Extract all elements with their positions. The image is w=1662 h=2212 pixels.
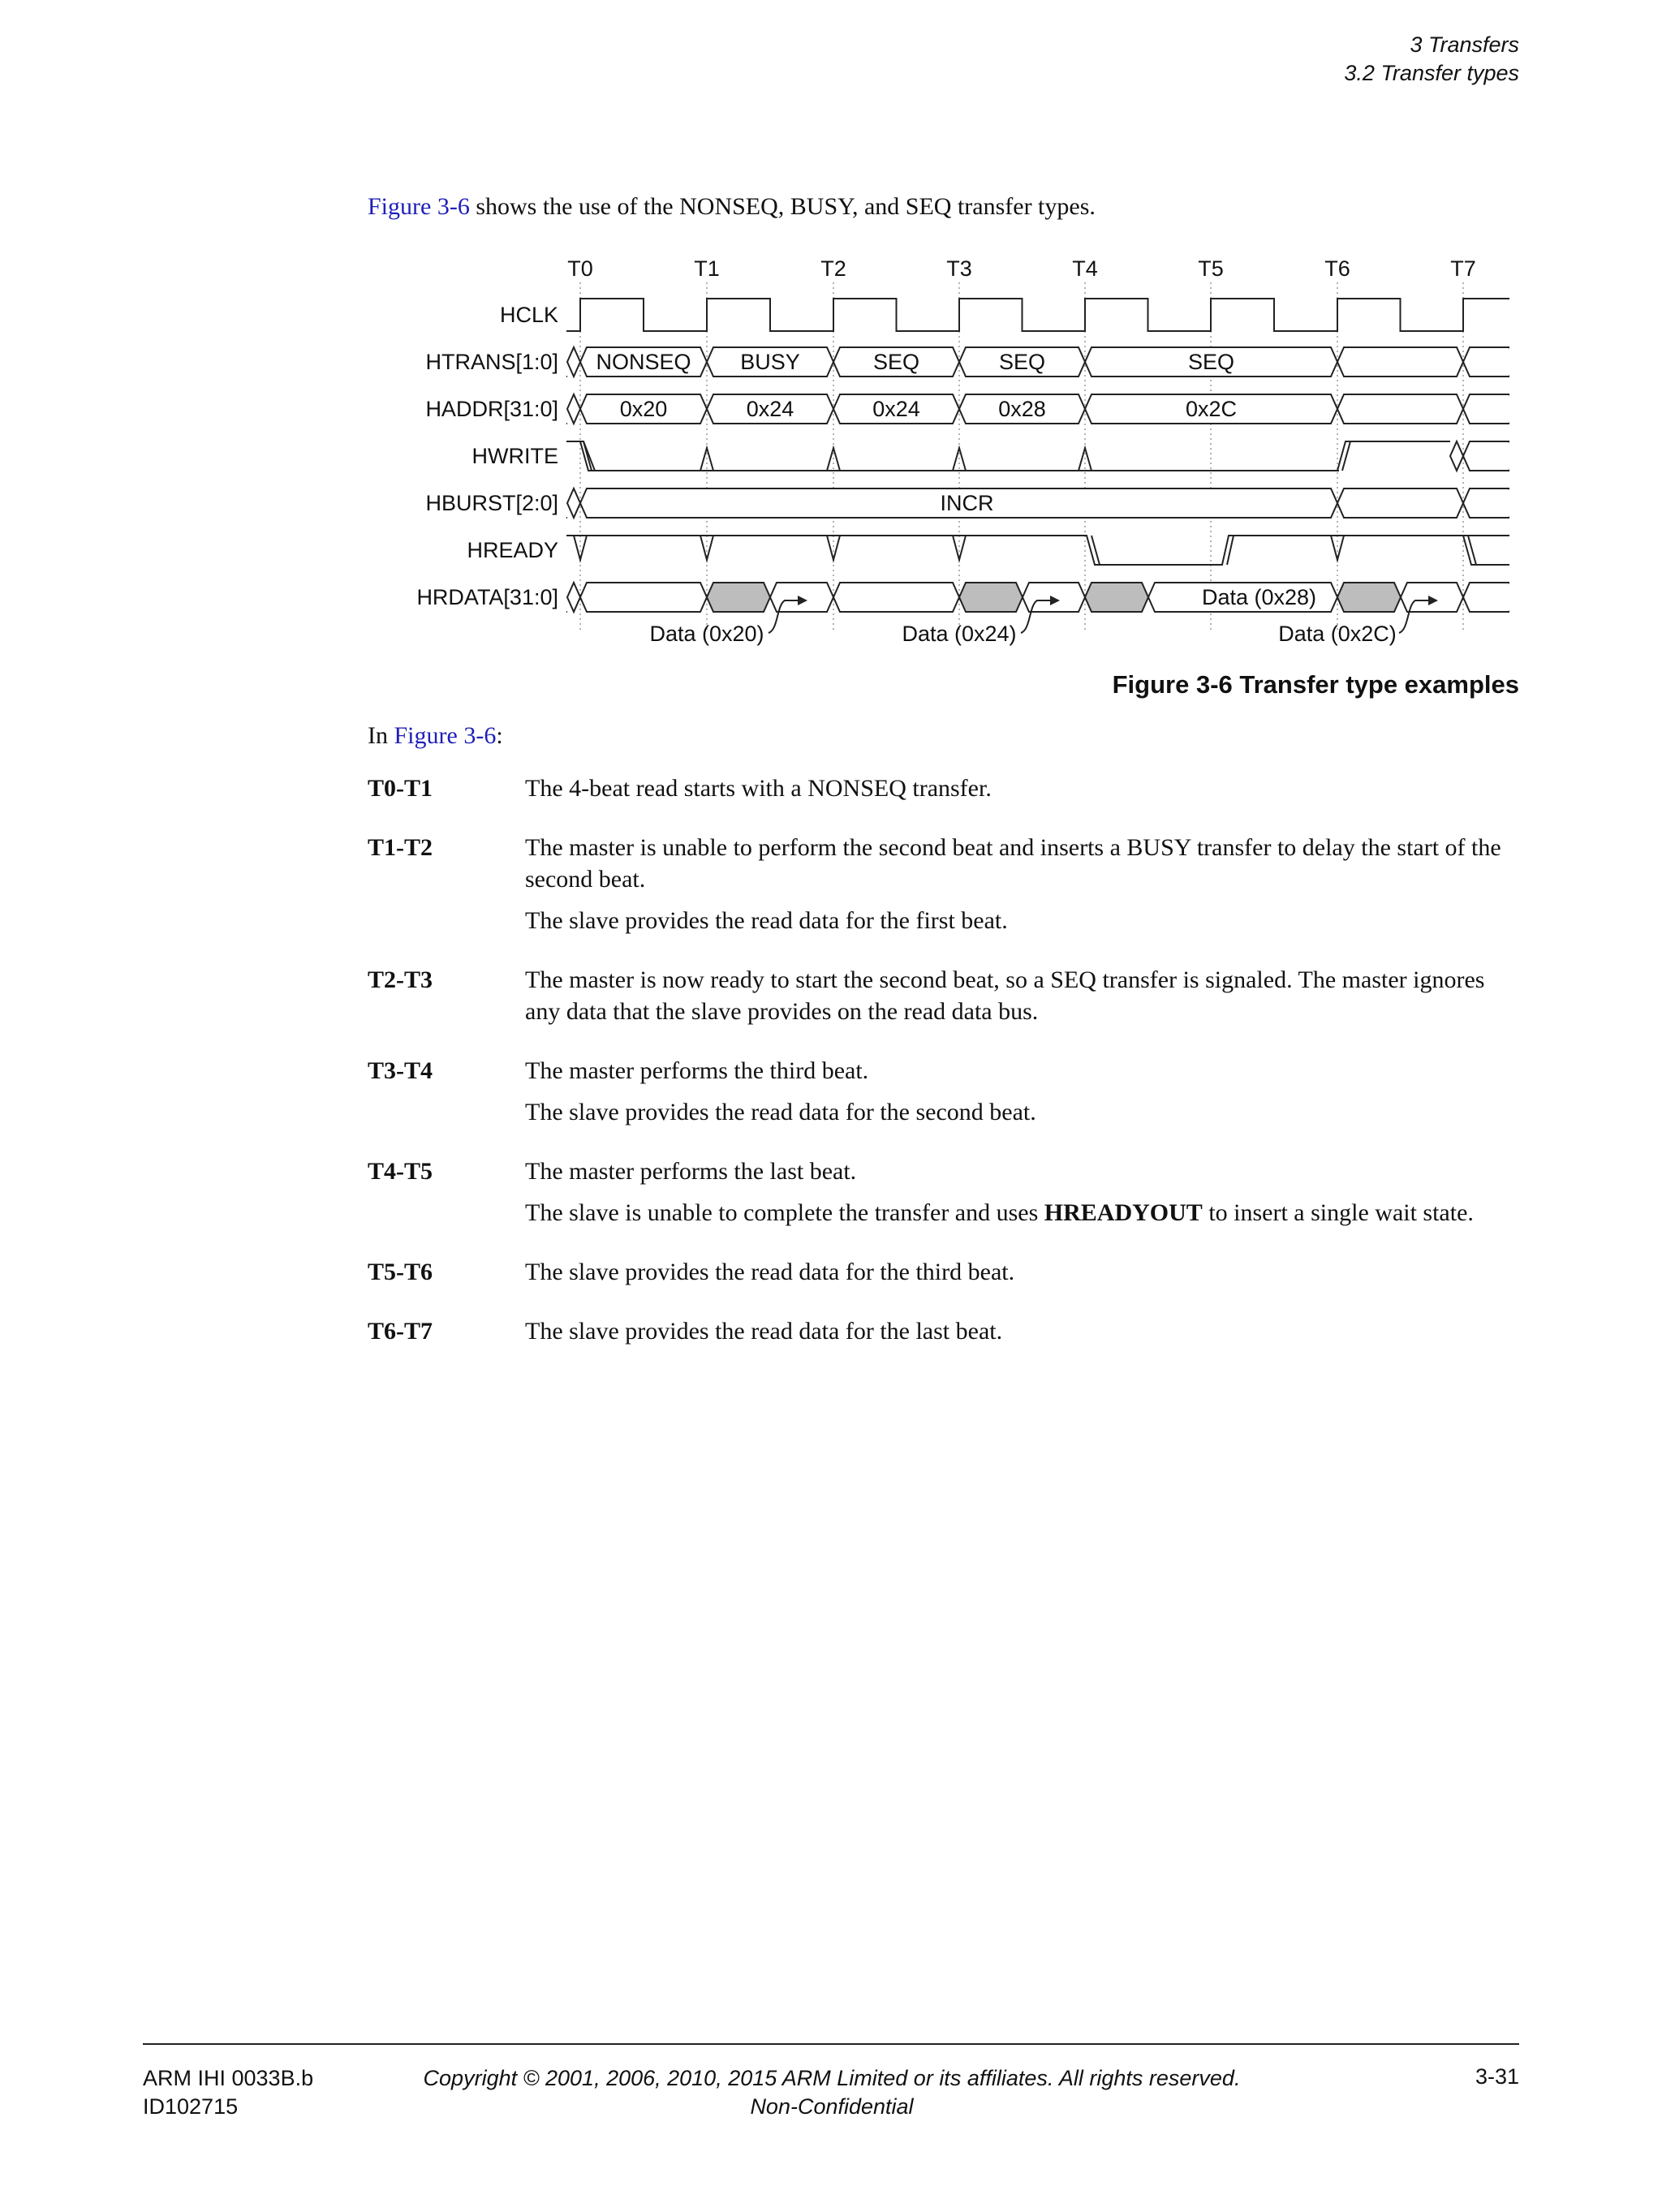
haddr-segment xyxy=(1463,394,1509,424)
figure-link[interactable]: Figure 3-6 xyxy=(394,722,497,749)
definition-item xyxy=(368,832,1507,946)
hwrite-segment xyxy=(1463,441,1509,471)
time-label-t4: T4 xyxy=(1072,256,1098,281)
header-chapter: 3 Transfers xyxy=(1410,32,1519,57)
haddr-value: 0x2C xyxy=(1185,397,1238,421)
signal-label: HREADY xyxy=(467,538,558,562)
hburst-segment xyxy=(1337,488,1463,518)
hready-tail xyxy=(1463,536,1509,565)
time-label-t6: T6 xyxy=(1324,256,1350,281)
definition-text: The slave provides the read data for the second beat. xyxy=(525,1099,1036,1125)
hrdata-segment xyxy=(1463,583,1509,612)
definition-item xyxy=(368,1315,1507,1357)
hwrite-waveform xyxy=(566,441,1339,471)
hwrite-rise xyxy=(1337,441,1450,471)
hburst-segment xyxy=(567,488,580,518)
footer-doc-number: ARM IHI 0033B.b xyxy=(143,2066,314,2090)
hrdata-segment xyxy=(1085,583,1148,612)
htrans-segment xyxy=(567,347,580,377)
time-label-t5: T5 xyxy=(1198,256,1224,281)
signal-label: HWRITE xyxy=(471,444,558,468)
htrans-segment xyxy=(1463,347,1509,377)
hrdata-segment xyxy=(580,583,707,612)
hrdata-segment xyxy=(707,583,770,612)
htrans-segment xyxy=(1337,347,1463,377)
definition-item xyxy=(368,1256,1507,1298)
haddr-segment xyxy=(1337,394,1463,424)
htrans-value: SEQ xyxy=(1187,350,1235,374)
definition-text: The slave provides the read data for the first beat. xyxy=(525,907,1008,934)
definition-text: The slave provides the read data for the third beat. xyxy=(525,1259,1015,1285)
definition-item xyxy=(368,1155,1507,1238)
definition-list xyxy=(368,772,1507,1375)
header-section: 3.2 Transfer types xyxy=(1344,61,1519,85)
timing-diagram xyxy=(396,243,1509,665)
time-label-t1: T1 xyxy=(694,256,720,281)
definition-text: The slave provides the read data for the last beat. xyxy=(525,1318,1003,1345)
htrans-value: BUSY xyxy=(740,350,800,374)
hrdata-segment xyxy=(567,583,580,612)
hburst-segment xyxy=(1463,488,1509,518)
signal-label: HBURST[2:0] xyxy=(425,491,558,515)
definition-term: T6-T7 xyxy=(368,1318,433,1345)
definition-item xyxy=(368,964,1507,1037)
hclk-waveform xyxy=(566,299,1509,331)
signal-name: HREADYOUT xyxy=(1044,1199,1203,1226)
figure-caption: Figure 3-6 Transfer type examples xyxy=(1112,670,1519,699)
definition-text: The slave is unable to complete the transfer and uses HREADYOUT to insert a single wait state. xyxy=(525,1199,1474,1226)
figure-link[interactable]: Figure 3-6 xyxy=(368,193,470,220)
time-label-t3: T3 xyxy=(946,256,972,281)
haddr-value: 0x24 xyxy=(872,397,920,421)
definition-text: The 4-beat read starts with a NONSEQ transfer. xyxy=(525,775,992,802)
hburst-value: INCR xyxy=(940,491,994,515)
signal-label: HADDR[31:0] xyxy=(425,397,558,421)
haddr-value: 0x28 xyxy=(998,397,1046,421)
hrdata-inline-label: Data (0x28) xyxy=(1201,585,1317,609)
htrans-value: NONSEQ xyxy=(596,350,691,374)
hrdata-segment xyxy=(833,583,959,612)
in-figure-prefix: In xyxy=(368,722,394,749)
footer-doc-revision: ID102715 xyxy=(143,2094,239,2119)
definition-item xyxy=(368,1055,1507,1138)
hrdata-segment xyxy=(959,583,1023,612)
in-figure-suffix: : xyxy=(496,722,503,749)
definition-text: The master is now ready to start the second beat, so a SEQ transfer is signaled. The master ignores any data that the slave provides on the read data bus. xyxy=(525,966,1485,1025)
haddr-value: 0x20 xyxy=(619,397,668,421)
htrans-value: SEQ xyxy=(872,350,920,374)
hwrite-segment xyxy=(1450,441,1463,471)
hready-waveform xyxy=(566,536,1509,565)
page-number: 3-31 xyxy=(1475,2064,1519,2089)
definition-text: The master performs the third beat. xyxy=(525,1057,869,1084)
definition-text: The master performs the last beat. xyxy=(525,1158,857,1185)
in-figure-line xyxy=(368,722,503,750)
definition-term: T1-T2 xyxy=(368,834,433,861)
hrdata-data-label: Data (0x24) xyxy=(902,622,1017,646)
signal-label: HTRANS[1:0] xyxy=(425,350,558,374)
signal-label: HCLK xyxy=(499,303,558,327)
footer-divider xyxy=(143,2043,1519,2045)
signal-label: HRDATA[31:0] xyxy=(416,585,558,609)
time-label-t0: T0 xyxy=(567,256,593,281)
definition-item xyxy=(368,772,1507,814)
footer-copyright xyxy=(406,2064,1258,2121)
intro-paragraph xyxy=(368,193,1096,221)
htrans-value: SEQ xyxy=(998,350,1046,374)
haddr-segment xyxy=(567,394,580,424)
confidentiality-text: Non-Confidential xyxy=(750,2094,914,2119)
intro-text: shows the use of the NONSEQ, BUSY, and SEQ transfer types. xyxy=(469,193,1096,220)
definition-term: T5-T6 xyxy=(368,1259,433,1285)
footer-doc-id xyxy=(143,2064,313,2121)
definition-term: T0-T1 xyxy=(368,775,433,802)
hrdata-data-label: Data (0x20) xyxy=(649,622,764,646)
hrdata-data-label: Data (0x2C) xyxy=(1278,622,1397,646)
definition-text: The master is unable to perform the second beat and inserts a BUSY transfer to delay the start of the second beat. xyxy=(525,834,1501,893)
running-header xyxy=(1344,31,1519,88)
definition-term: T2-T3 xyxy=(368,966,433,993)
time-label-t2: T2 xyxy=(820,256,846,281)
copyright-text: Copyright © 2001, 2006, 2010, 2015 ARM Limited or its affiliates. All rights reserved. xyxy=(423,2066,1241,2090)
definition-term: T3-T4 xyxy=(368,1057,433,1084)
hrdata-segment xyxy=(1337,583,1401,612)
definition-term: T4-T5 xyxy=(368,1158,433,1185)
haddr-value: 0x24 xyxy=(746,397,794,421)
timing-diagram-content xyxy=(416,256,1509,646)
time-label-t7: T7 xyxy=(1450,256,1476,281)
